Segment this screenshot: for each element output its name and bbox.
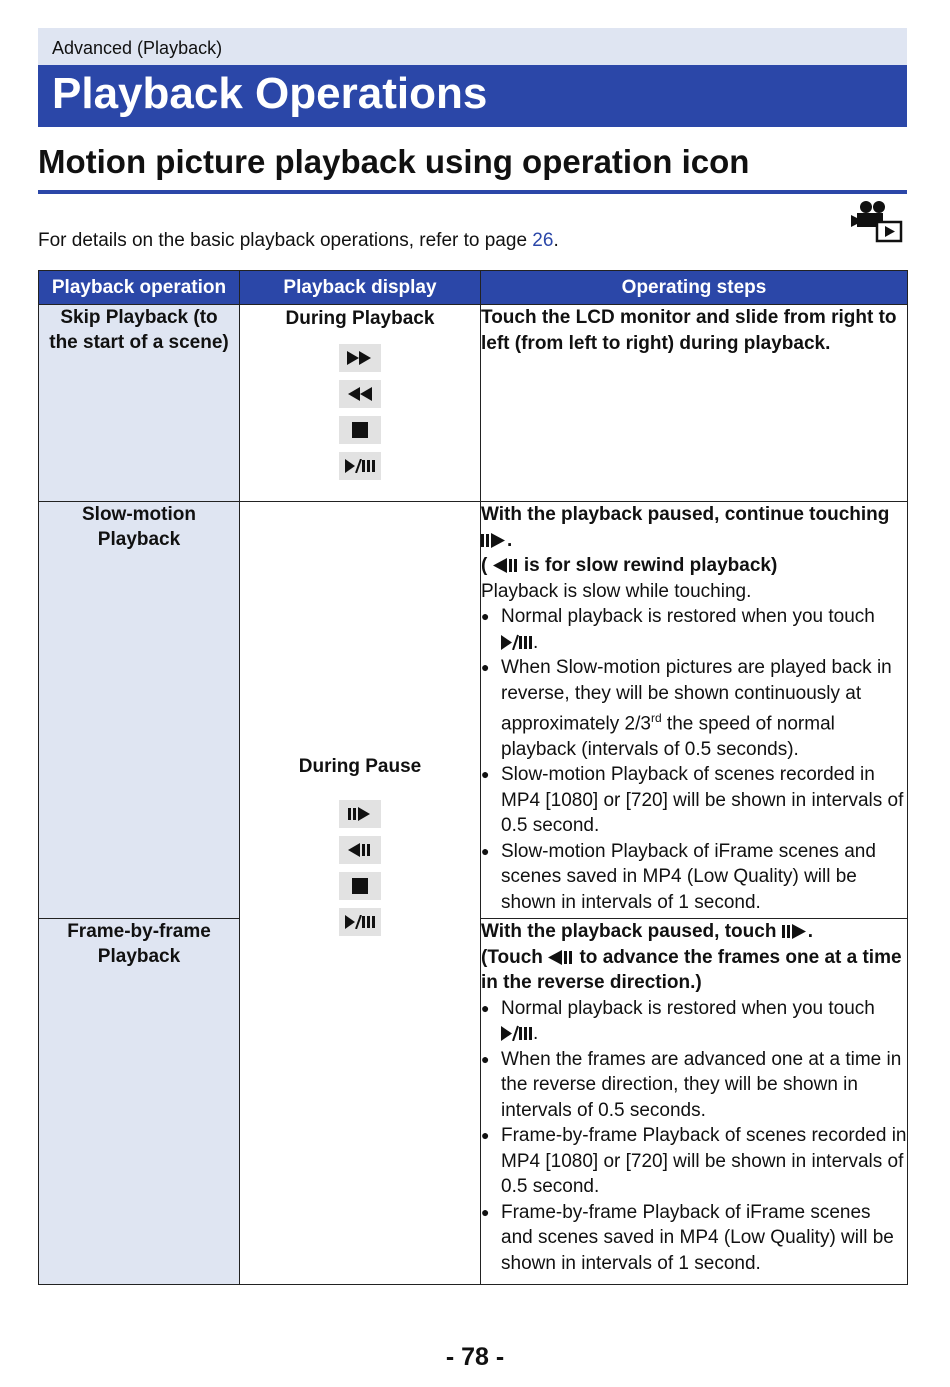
table-row-slow-motion — [39, 502, 908, 919]
rewind-icon[interactable] — [339, 380, 381, 408]
bullet-list — [481, 996, 907, 1277]
stop-icon[interactable] — [339, 872, 381, 900]
play-pause-icon[interactable] — [339, 452, 381, 480]
motion-picture-playback-mode-icon — [851, 200, 903, 244]
step-note-text: to advance the frames one at a time in the reverse direction.) — [481, 946, 902, 993]
step-note — [481, 553, 907, 579]
bullet-text: Normal playback is restored when you touch — [501, 606, 875, 627]
slow-forward-icon[interactable] — [339, 800, 381, 828]
intro-text-body: For details on the basic playback operations, refer to page — [38, 230, 533, 251]
column-header-operation: Playback operation — [39, 271, 240, 305]
page-title: Playback Operations — [52, 69, 488, 118]
intro-text — [38, 230, 559, 252]
step-instruction: Touch the LCD monitor and slide from right to left (from left to right) during playback. — [481, 307, 897, 354]
list-item: ● Slow-motion Playback of scenes recorded in MP4 [1080] or [720] will be shown in intervals of 0.5 second. — [481, 762, 907, 839]
step-instruction — [481, 502, 907, 553]
list-item: ● Frame-by-frame Playback of scenes recorded in MP4 [1080] or [720] will be shown in intervals of 0.5 second. — [481, 1123, 907, 1200]
bullet-text-end: . — [533, 1023, 539, 1044]
slow-rewind-icon — [493, 557, 519, 573]
superscript: rd — [650, 711, 662, 725]
title-band — [38, 65, 907, 127]
operation-name — [39, 502, 240, 919]
playback-display-cell — [240, 502, 481, 1285]
playback-display-cell — [240, 305, 481, 502]
operating-steps-cell — [481, 919, 908, 1285]
display-label: During Playback — [285, 308, 435, 329]
bullet-text: Normal playback is restored when you touch — [501, 997, 875, 1019]
column-header-display: Playback display — [240, 271, 481, 305]
playback-operations-table — [38, 270, 908, 1285]
operating-steps-cell — [481, 502, 908, 919]
list-item — [481, 604, 907, 655]
play-pause-icon — [501, 1025, 533, 1041]
icon-stack — [240, 800, 480, 936]
slow-forward-icon — [481, 532, 507, 548]
step-text-end: . — [507, 529, 513, 551]
step-text: With the playback paused, continue touching — [481, 504, 890, 525]
bullet-text: When Slow-motion pictures are played back in reverse, they will be shown continuously at approximately 2/3 — [501, 657, 892, 735]
table-header-row — [39, 271, 908, 305]
list-item: ● Frame-by-frame Playback of iFrame scenes and scenes saved in MP4 (Low Quality) will be shown in intervals of 1 second. — [481, 1200, 907, 1277]
step-note-start: (Touch — [481, 946, 543, 968]
column-header-steps: Operating steps — [481, 271, 908, 305]
list-item — [481, 655, 907, 762]
subtitle-rule — [38, 190, 907, 194]
section-band — [38, 28, 907, 65]
step-text-end: . — [807, 921, 813, 942]
operation-name-text: Frame-by-frame Playback — [67, 921, 211, 967]
page-subtitle: Motion picture playback using operation icon — [38, 143, 750, 180]
fast-forward-icon[interactable] — [339, 344, 381, 372]
table-row-skip-playback — [39, 305, 908, 502]
slow-forward-icon — [782, 923, 808, 939]
step-text: With the playback paused, touch — [481, 921, 777, 942]
list-item — [481, 996, 907, 1047]
step-note — [481, 945, 907, 996]
stop-icon[interactable] — [339, 416, 381, 444]
operation-name — [39, 919, 240, 1285]
operation-name — [39, 305, 240, 502]
list-item: ● When the frames are advanced one at a time in the reverse direction, they will be shown in intervals of 0.5 seconds. — [481, 1047, 907, 1124]
bullet-text-end: . — [533, 631, 539, 653]
bullet-list — [481, 604, 907, 915]
bullet-text-cont: the speed of normal playback (intervals of 0.5 seconds). — [501, 713, 835, 760]
operation-name-text: Skip Playback (to the start of a scene) — [49, 307, 229, 353]
step-note-start: ( — [481, 555, 488, 576]
page-link[interactable]: 26 — [532, 230, 554, 251]
section-label: Advanced (Playback) — [52, 38, 223, 58]
intro-text-end: . — [553, 230, 559, 251]
step-plain-text: Playback is slow while touching. — [481, 580, 752, 602]
slow-rewind-icon[interactable] — [339, 836, 381, 864]
operation-name-text: Slow-motion Playback — [82, 504, 196, 550]
display-label: During Pause — [298, 755, 422, 777]
step-instruction — [481, 919, 907, 945]
step-note-text: is for slow rewind playback) — [523, 555, 778, 576]
slow-rewind-icon — [548, 949, 574, 965]
icon-stack — [240, 344, 480, 480]
page-number: - 78 - — [445, 1343, 505, 1371]
play-pause-icon — [501, 634, 533, 650]
play-pause-icon[interactable] — [339, 908, 381, 936]
operating-steps-cell — [481, 305, 908, 502]
list-item: ● Slow-motion Playback of iFrame scenes and scenes saved in MP4 (Low Quality) will be shown in intervals of 1 second. — [481, 839, 907, 916]
